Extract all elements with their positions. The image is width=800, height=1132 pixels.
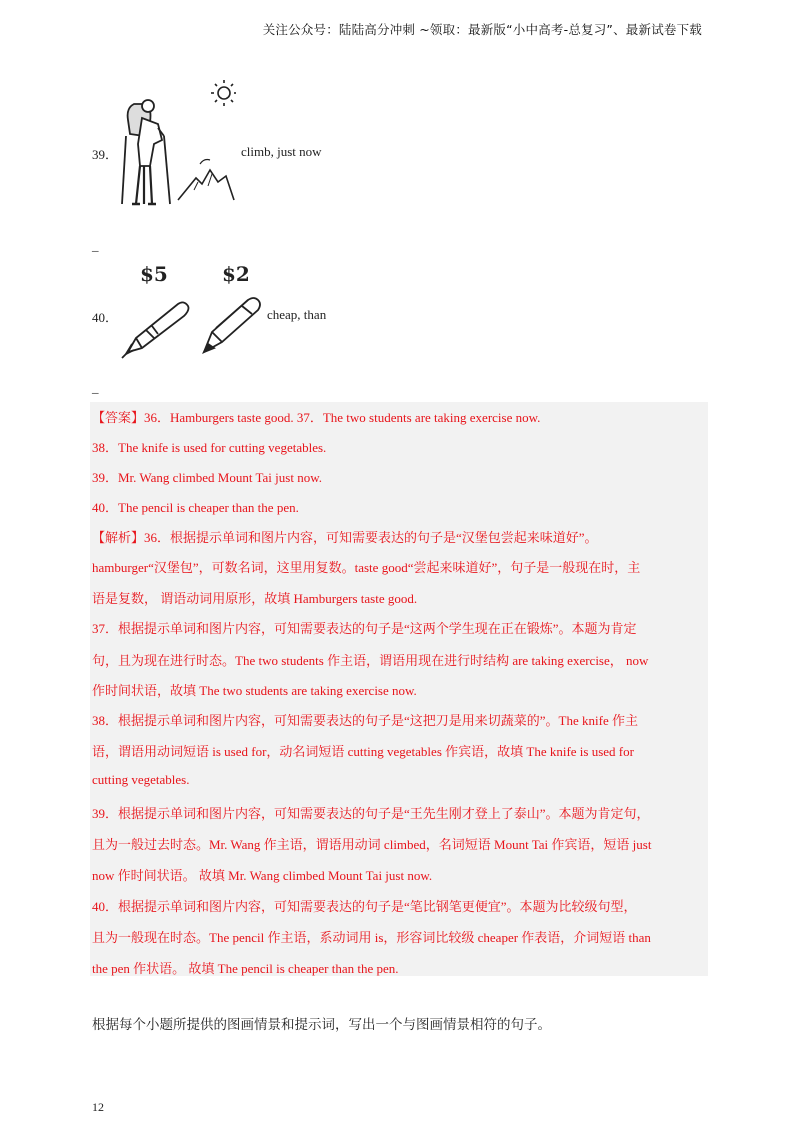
analysis-line-3: 语是复数， 谓语动词用原形，故填 Hamburgers taste good. <box>92 591 418 606</box>
pencil-price-label: $2 <box>222 262 250 286</box>
analysis-line-6: 作时间状语，故填 The two students are taking exercise now. <box>92 683 417 698</box>
pen-price-label: $5 <box>140 262 168 286</box>
analysis-line-5: 句，且为现在进行时态。The two students 作主语，谓语用现在进行时结构 are taking exercise， now <box>92 653 649 668</box>
question-40-number: 40． <box>92 310 119 325</box>
section-instruction: 根据每个小题所提供的图画情景和提示词，写出一个与图画情景相符的句子。 <box>92 1017 551 1033</box>
answer-line-3: 39．Mr. Wang climbed Mount Tai just now. <box>92 470 322 485</box>
question-39-hint: climb, just now <box>241 144 322 159</box>
page-header: 关注公众号：陆陆高分冲刺 ~领取：最新版“小中高考-总复习”、最新试卷下载 <box>262 22 702 37</box>
question-40-blank: _ <box>92 380 99 395</box>
pen-and-pencil-icon <box>118 290 268 362</box>
answer-line-1: 【答案】36．Hamburgers taste good. 37．The two students are taking exercise now. <box>92 410 541 425</box>
answer-line-2: 38．The knife is used for cutting vegetables. <box>92 440 327 455</box>
analysis-line-2: hamburger“汉堡包”，可数名词，这里用复数。taste good“尝起来味道好”，句子是一般现在时，主 <box>92 560 641 575</box>
analysis-line-14: 且为一般现在时态。The pencil 作主语，系动词用 is，形容词比较级 cheaper 作表语，介词短语 than <box>92 930 651 945</box>
analysis-line-11: 且为一般过去时态。Mr. Wang 作主语，谓语用动词 climbed，名词短语 Mount Tai 作宾语，短语 just <box>92 837 652 852</box>
analysis-line-15: the pen 作状语。 故填 The pencil is cheaper than the pen. <box>92 961 399 976</box>
page-number: 12 <box>92 1100 104 1114</box>
analysis-line-12: now 作时间状语。 故填 Mr. Wang climbed Mount Tai just now. <box>92 868 433 883</box>
question-39-number: 39． <box>92 147 119 162</box>
analysis-line-8: 语，谓语用动词短语 is used for，动名词短语 cutting vegetables 作宾语，故填 The knife is used for <box>92 744 634 759</box>
analysis-line-4: 37．根据提示单词和图片内容，可知需要表达的句子是“这两个学生现在正在锻炼”。本题为肯定 <box>92 621 637 636</box>
analysis-line-10: 39．根据提示单词和图片内容，可知需要表达的句子是“王先生刚才登上了泰山”。本题为肯定句， <box>92 806 650 821</box>
question-40-hint: cheap, than <box>267 307 327 322</box>
question-39-blank: _ <box>92 238 99 253</box>
answer-line-4: 40．The pencil is cheaper than the pen. <box>92 500 299 515</box>
analysis-line-7: 38．根据提示单词和图片内容，可知需要表达的句子是“这把刀是用来切蔬菜的”。The knife 作主 <box>92 713 638 728</box>
analysis-line-9: cutting vegetables. <box>92 772 190 787</box>
analysis-line-1: 【解析】36．根据提示单词和图片内容，可知需要表达的句子是“汉堡包尝起来味道好”。 <box>92 530 598 545</box>
analysis-line-13: 40．根据提示单词和图片内容，可知需要表达的句子是“笔比钢笔更便宜”。本题为比较级句型， <box>92 899 637 914</box>
mountain-climber-icon <box>118 78 236 208</box>
